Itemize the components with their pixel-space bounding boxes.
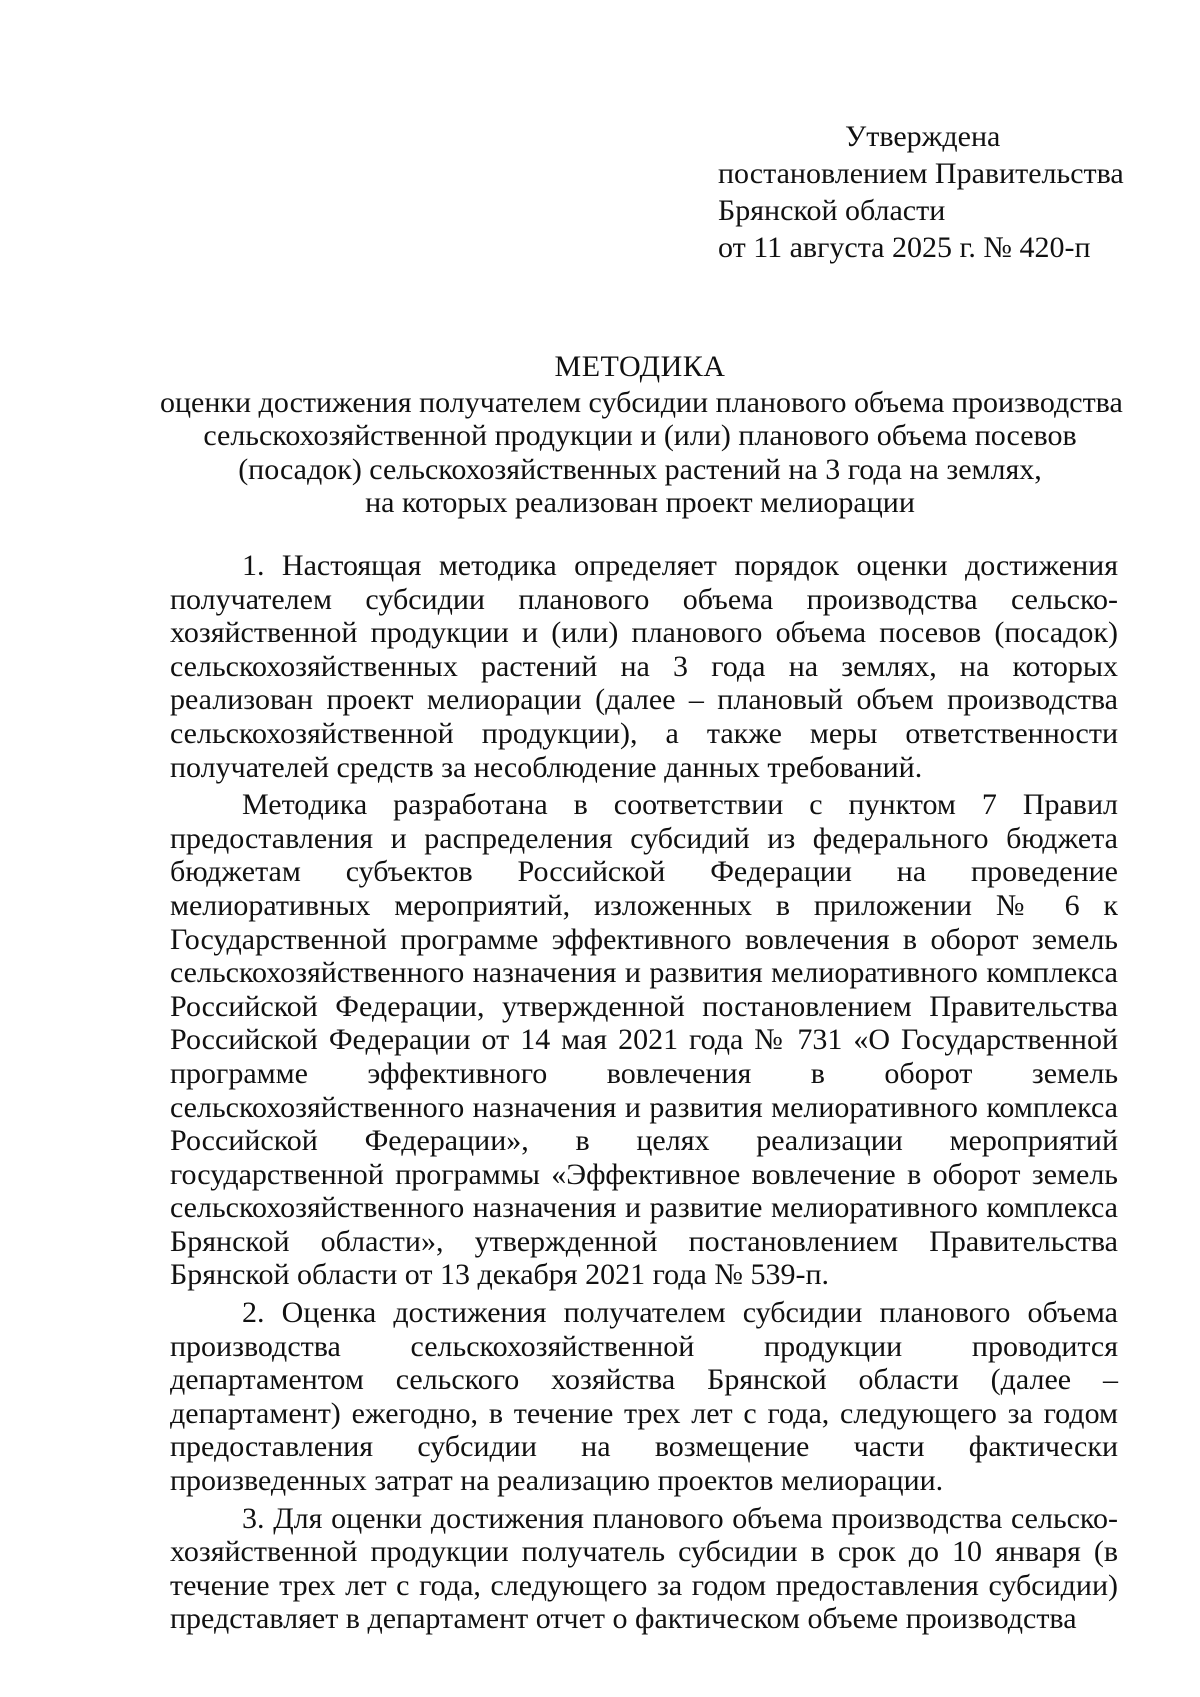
approval-line-2: постановлением Правительства [718, 157, 1124, 190]
paragraph-4: 3. Для оценки достижения планового объема производства сельскохозяйственной продукции получатель субсидии в срок до 10 января (в течение трех лет с года, следующего за годом предоставления субсидии) представляет в департамент отчет о фактическом объеме производства [170, 1501, 1118, 1636]
paragraph-3: 2. Оценка достижения получателем субсидии планового объема производства сельскохозяйственной продукции проводится департаментом сельского хозяйства Брянской области (далее – департамент) ежегодно, в течение трех лет с года, следующего за годом предоставления субсидии на возмещение части фактически произведенных затрат на реализацию проектов мелиорации. [170, 1296, 1118, 1498]
subtitle-line-2: сельскохозяйственной продукции и (или) планового объема посевов [203, 419, 1077, 452]
document-title: МЕТОДИКА [554, 350, 726, 383]
document-body [170, 549, 1118, 1636]
subtitle-line-4: на которых реализован проект мелиорации [365, 486, 915, 519]
approval-line-3: Брянской области [718, 194, 946, 227]
title-block [160, 350, 1123, 520]
approval-line-1: Утверждена [845, 120, 1001, 153]
approval-line-4: от 11 августа 2025 г. № 420-п [718, 231, 1091, 264]
paragraph-1: 1. Настоящая методика определяет порядок оценки достижения получателем субсидии планового объема производства сельскохозяйственной продукции и (или) планового объема посевов (посадок) сельскохозяйственных растений на 3 года на землях, на которых реализован проект мелиорации (далее – плановый объем производства сельскохозяйственной продукции), а также меры ответственности получателей средств за несоблюдение данных требований. [170, 549, 1118, 784]
subtitle-line-1: оценки достижения получателем субсидии планового объема производства [160, 385, 1123, 419]
subtitle-line-3: (посадок) сельскохозяйственных растений на 3 года на землях, [238, 452, 1042, 486]
paragraph-2: Методика разработана в соответствии с пунктом 7 Правил предоставления и распределения субсидий из федерального бюджета бюджетам субъектов Российской Федерации на проведение мелиоративных мероприятий, изложенных в приложении № 6 к Государственной программе эффективного вовлечения в оборот земель сельскохозяйственного назначения и развития мелиоративного комплекса Российской Федерации, утвержденной постановлением Правительства Российской Федерации от 14 мая 2021 года № 731 «О Государственной программе эффективного вовлечения в оборот земель сельскохозяйственного назначения и развития мелиоративного комплекса Российской Федерации», в целях реализации мероприятий государственной программы «Эффективное вовлечение в оборот земель сельскохозяйственного назначения и развитие мелиоративного комплекса Брянской области», утвержденной постановлением Правительства Брянской области от 13 декабря 2021 года № 539-п. [170, 788, 1118, 1292]
approval-stamp [718, 118, 1158, 266]
